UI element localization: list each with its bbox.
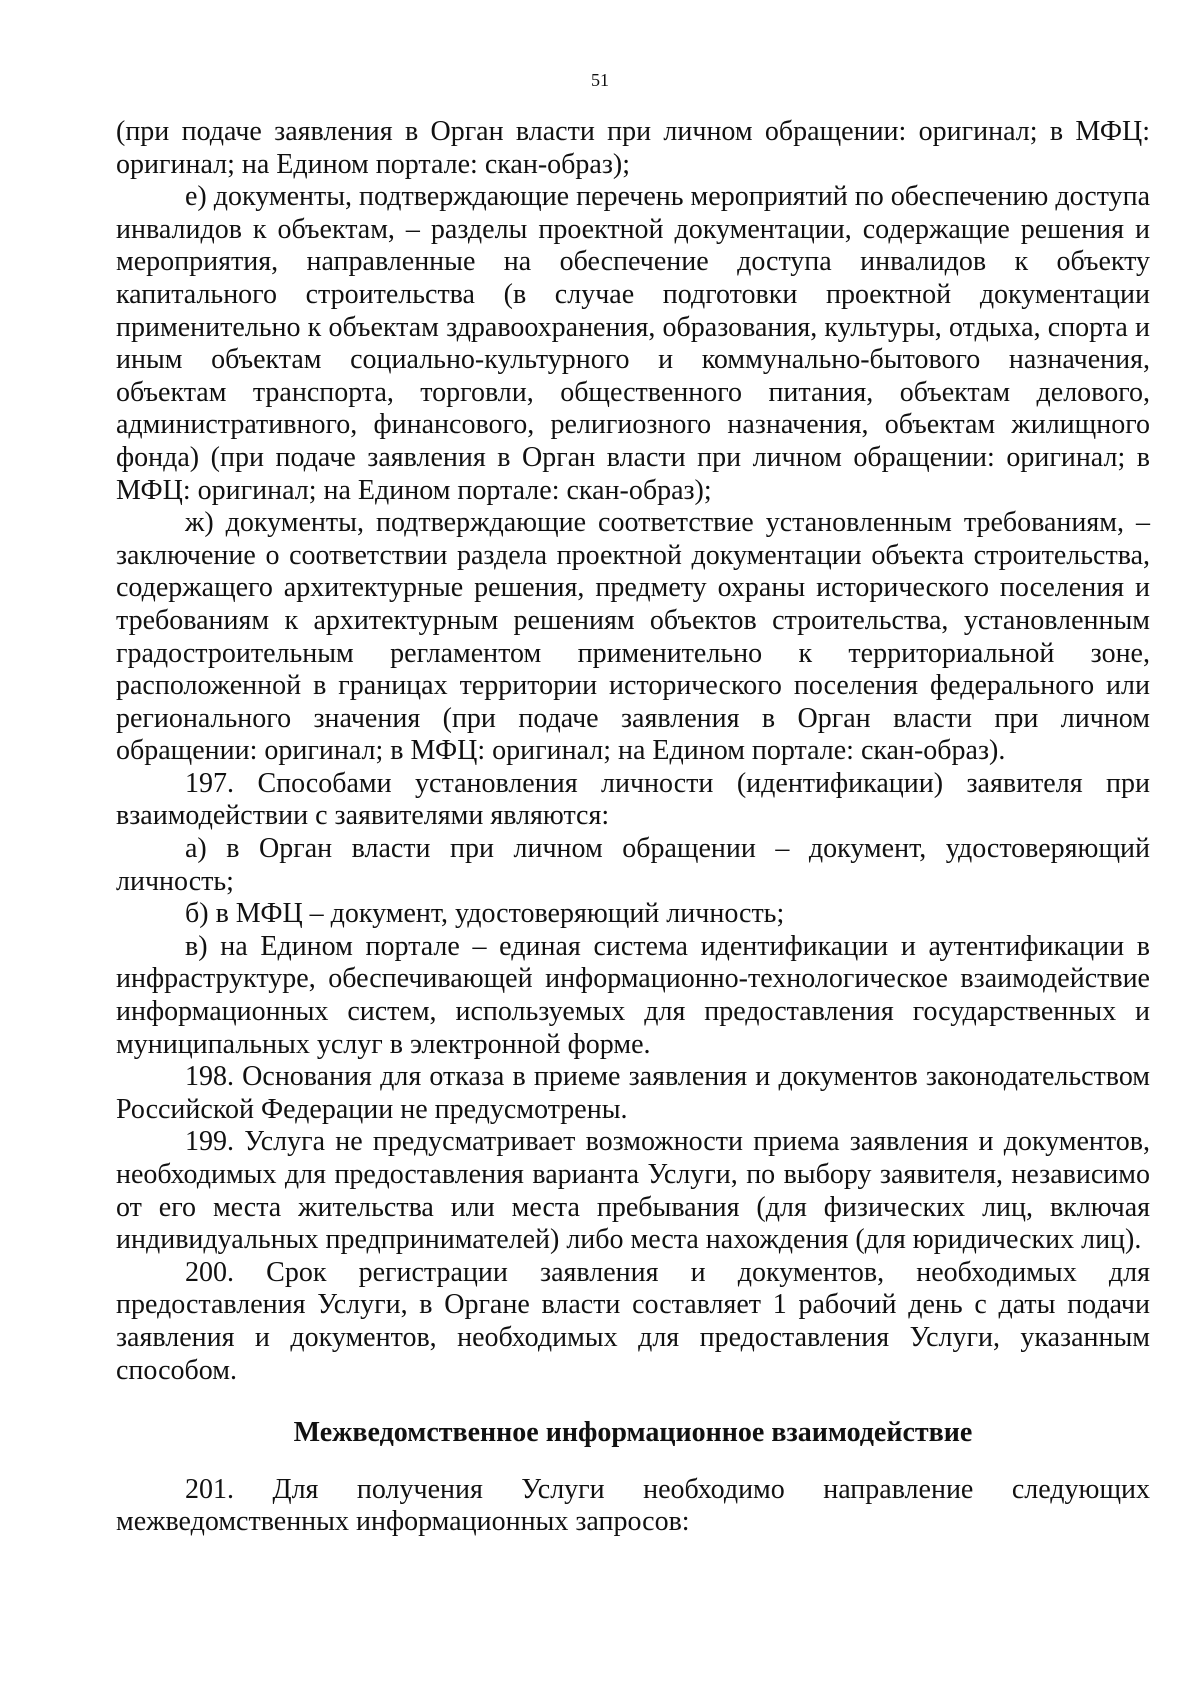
document-body [116, 116, 1150, 1539]
paragraph-197: 197. Способами установления личности (идентификации) заявителя при взаимодействии с заявителями являются: [116, 767, 1150, 832]
paragraph-item-zh: ж) документы, подтверждающие соответствие установленным требованиям, – заключение о соответствии раздела проектной документации объекта строительства, содержащего архитектурные решения, предмету охраны исторического поселения и требованиям к архитектурным решениям объектов строительства, установленным градостроительным регламентом применительно к территориальной зоне, расположенной в границах территории исторического поселения федерального или регионального значения (при подаче заявления в Орган власти при личном обращении: оригинал; в МФЦ: оригинал; на Едином портале: скан-образ). [116, 507, 1150, 767]
paragraph-item-v: в) на Едином портале – единая система идентификации и аутентификации в инфраструктуре, обеспечивающей информационно-технологическое взаимодействие информационных систем, используемых для предоставления государственных и муниципальных услуг в электронной форме. [116, 930, 1150, 1060]
paragraph-continuation: (при подаче заявления в Орган власти при личном обращении: оригинал; в МФЦ: оригинал; на Едином портале: скан-образ); [116, 116, 1150, 180]
paragraph-200: 200. Срок регистрации заявления и документов, необходимых для предоставления Услуги, в Органе власти составляет 1 рабочий день с даты подачи заявления и документов, необходимых для предоставления Услуги, указанным способом. [116, 1256, 1150, 1386]
paragraph-item-a: а) в Орган власти при личном обращении – документ, удостоверяющий личность; [116, 833, 1150, 897]
paragraph-item-b: б) в МФЦ – документ, удостоверяющий личность; [185, 898, 785, 930]
paragraph-199: 199. Услуга не предусматривает возможности приема заявления и документов, необходимых для предоставления варианта Услуги, по выбору заявителя, независимо от его места жительства или места пребывания (для физических лиц, включая индивидуальных предпринимателей) либо места нахождения (для юридических лиц). [116, 1126, 1150, 1256]
paragraph-item-e: е) документы, подтверждающие перечень мероприятий по обеспечению доступа инвалидов к объектам, – разделы проектной документации, содержащие решения и мероприятия, направленные на обеспечение доступа инвалидов к объекту капитального строительства (в случае подготовки проектной документации применительно к объектам здравоохранения, образования, культуры, отдыха, спорта и иным объектам социально-культурного и коммунально-бытового назначения, объектам транспорта, торговли, общественного питания, объектам делового, административного, финансового, религиозного назначения, объектам жилищного фонда) (при подаче заявления в Орган власти при личном обращении: оригинал; в МФЦ: оригинал; на Едином портале: скан-образ); [116, 181, 1150, 506]
section-heading: Межведомственное информационное взаимодействие [293, 1417, 973, 1449]
paragraph-201: 201. Для получения Услуги необходимо направление следующих межведомственных информационных запросов: [116, 1473, 1150, 1538]
paragraph-198: 198. Основания для отказа в приеме заявления и документов законодательством Российской Федерации не предусмотрены. [116, 1061, 1150, 1125]
page-number: 51 [591, 70, 609, 90]
